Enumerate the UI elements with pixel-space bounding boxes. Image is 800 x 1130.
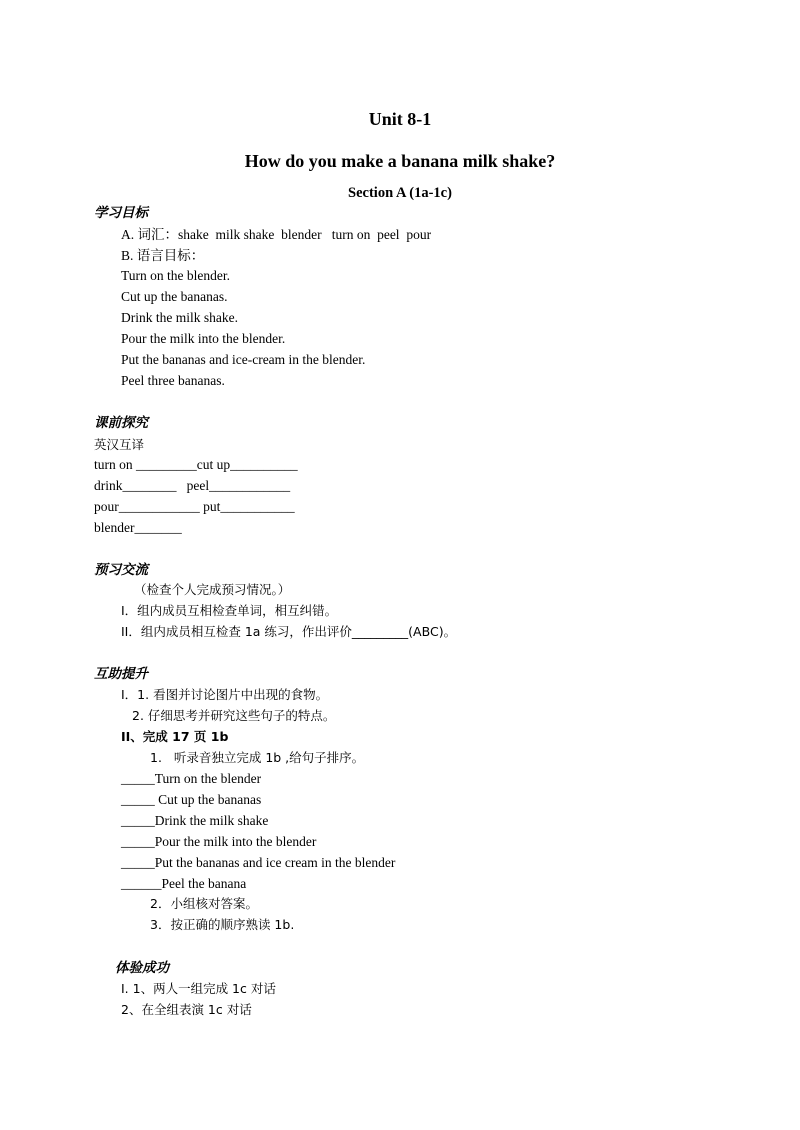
ordering-item: _____ Cut up the bananas: [121, 792, 262, 807]
success-heading: 体验成功: [115, 960, 169, 976]
translation-blank-row: pour____________ put___________: [94, 499, 295, 514]
objective-sentence: Peel three bananas.: [121, 373, 225, 388]
improve-item: 2. 仔细思考并研究这些句子的特点。: [132, 708, 336, 723]
exchange-item: II．组内成员相互检查 1a 练习，作出评价_________(ABC)。: [121, 624, 457, 639]
exchange-heading: 预习交流: [94, 562, 148, 578]
ordering-item: _____Pour the milk into the blender: [121, 834, 317, 849]
ordering-item: _____Put the bananas and ice cream in the blender: [121, 855, 396, 870]
success-item: 2、在全组表演 1c 对话: [121, 1002, 252, 1017]
objectives-heading: 学习目标: [94, 205, 148, 221]
ordering-item: ______Peel the banana: [121, 876, 247, 891]
exchange-note: （检查个人完成预习情况。）: [134, 582, 291, 597]
improve-task-heading: II、完成 17 页 1b: [121, 729, 229, 744]
lesson-question: How do you make a banana milk shake?: [244, 151, 556, 171]
improve-heading: 互助提升: [94, 666, 148, 682]
translation-blank-row: turn on _________cut up__________: [94, 457, 298, 472]
ordering-item: _____Drink the milk shake: [121, 813, 269, 828]
translation-blank-row: drink________ peel____________: [94, 478, 291, 493]
improve-step: 2．小组核对答案。: [150, 896, 258, 911]
page-title: Unit 8-1: [368, 109, 432, 129]
success-item: I. 1、两人一组完成 1c 对话: [121, 981, 276, 996]
objective-sentence: Turn on the blender.: [121, 268, 230, 283]
translation-label: 英汉互译: [94, 437, 145, 452]
improve-step: 3．按正确的顺序熟读 1b.: [150, 917, 295, 932]
objective-vocab: A. 词汇：shake milk shake blender turn on peel pour: [121, 227, 432, 242]
objective-sentence: Put the bananas and ice-cream in the blender.: [121, 352, 366, 367]
objective-sentence: Cut up the bananas.: [121, 289, 228, 304]
improve-item: I．1. 看图并讨论图片中出现的食物。: [121, 687, 329, 702]
objective-language: B. 语言目标：: [121, 248, 205, 263]
translation-blank-row: blender_______: [94, 520, 182, 535]
objective-sentence: Drink the milk shake.: [121, 310, 238, 325]
preview-heading: 课前探究: [94, 415, 148, 431]
objective-sentence: Pour the milk into the blender.: [121, 331, 286, 346]
exchange-item: I．组内成员互相检查单词，相互纠错。: [121, 603, 338, 618]
ordering-item: _____Turn on the blender: [121, 771, 262, 786]
improve-step: 1. 听录音独立完成 1b ,给句子排序。: [150, 750, 365, 765]
section-label: Section A (1a-1c): [348, 185, 452, 201]
